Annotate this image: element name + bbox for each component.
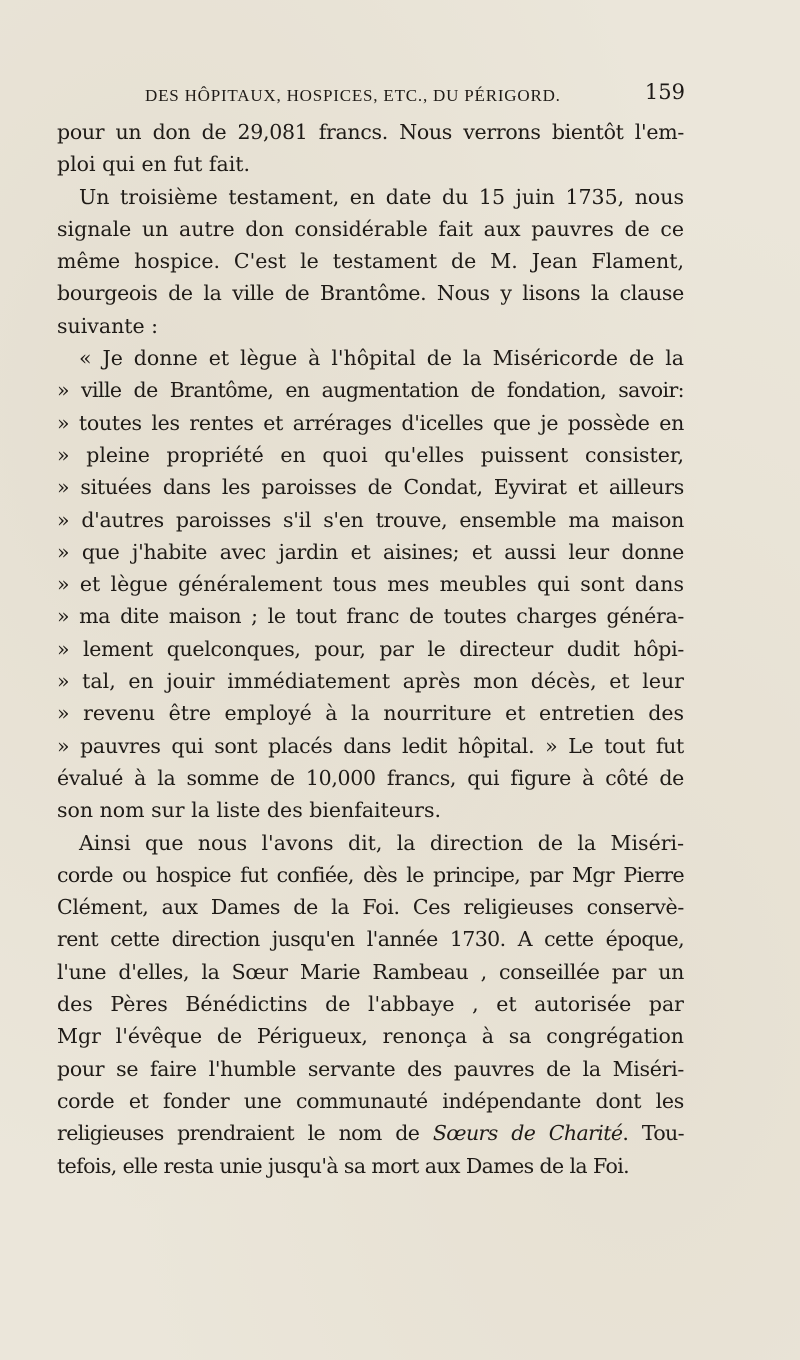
text-line: Un troisième testament, en date du 15 juin 1735, nous (79, 184, 684, 209)
text-line: » tal, en jouir immédiatement après mon décès, et leur (57, 669, 684, 694)
text-segment: . Tou- (622, 1121, 684, 1146)
text-line: » lement quelconques, pour, par le directeur dudit hôpi- (57, 636, 684, 661)
body-text (57, 116, 684, 1182)
text-line: » situées dans les paroisses de Condat, Eyvirat et ailleurs (57, 475, 684, 500)
text-line: pour se faire l'humble servante des pauvres de la Miséri- (57, 1056, 684, 1081)
page-header (145, 80, 685, 106)
italic-term: Sœurs de Charité (432, 1121, 623, 1146)
text-line: son nom sur la liste des bienfaiteurs. (57, 798, 442, 823)
text-line: » ma dite maison ; le tout franc de toutes charges généra- (57, 604, 684, 629)
text-segment: religieuses prendraient le nom de (57, 1121, 433, 1146)
text-line: tefois, elle resta unie jusqu'à sa mort aux Dames de la Foi. (57, 1153, 630, 1178)
text-line: corde ou hospice fut confiée, dès le principe, par Mgr Pierre (57, 862, 684, 887)
text-line: ploi qui en fut fait. (57, 152, 251, 177)
text-line: « Je donne et lègue à l'hôpital de la Miséricorde de la (79, 346, 684, 371)
text-line: des Pères Bénédictins de l'abbaye , et autorisée par (57, 992, 684, 1017)
text-line: Clément, aux Dames de la Foi. Ces religieuses conservè- (57, 895, 684, 920)
text-line: bourgeois de la ville de Brantôme. Nous y lisons la clause (57, 281, 684, 306)
text-line-with-italic (57, 1117, 684, 1149)
text-line: pour un don de 29,081 francs. Nous verrons bientôt l'em- (57, 120, 684, 144)
text-line: évalué à la somme de 10,000 francs, qui figure à côté de (57, 765, 684, 790)
page-number: 159 (644, 80, 685, 104)
text-line: » toutes les rentes et arrérages d'icelles que je possède en (57, 410, 684, 435)
text-line: Ainsi que nous l'avons dit, la direction de la Miséri- (79, 830, 684, 855)
text-line: l'une d'elles, la Sœur Marie Rambeau , conseillée par un (57, 959, 684, 984)
running-title: DES HÔPITAUX, HOSPICES, ETC., DU PÉRIGORD. (145, 86, 561, 105)
text-line: » revenu être employé à la nourriture et entretien des (57, 701, 684, 726)
text-line: signale un autre don considérable fait aux pauvres de ce (57, 216, 684, 241)
text-line: même hospice. C'est le testament de M. Jean Flament, (57, 249, 684, 274)
text-line: » ville de Brantôme, en augmentation de fondation, savoir: (57, 378, 684, 403)
text-line: » que j'habite avec jardin et aisines; et aussi leur donne (57, 539, 684, 564)
text-line: » d'autres paroisses s'il s'en trouve, ensemble ma maison (57, 507, 684, 532)
text-line: » pauvres qui sont placés dans ledit hôpital. » Le tout fut (57, 733, 684, 758)
text-line: Mgr l'évêque de Périgueux, renonça à sa congrégation (57, 1024, 684, 1049)
text-line: corde et fonder une communauté indépendante dont les (57, 1088, 684, 1113)
text-line: » et lègue généralement tous mes meubles qui sont dans (57, 572, 684, 597)
text-line: rent cette direction jusqu'en l'année 1730. A cette époque, (57, 927, 684, 952)
text-line: » pleine propriété en quoi qu'elles puissent consister, (57, 442, 684, 467)
text-line: suivante : (57, 313, 159, 338)
